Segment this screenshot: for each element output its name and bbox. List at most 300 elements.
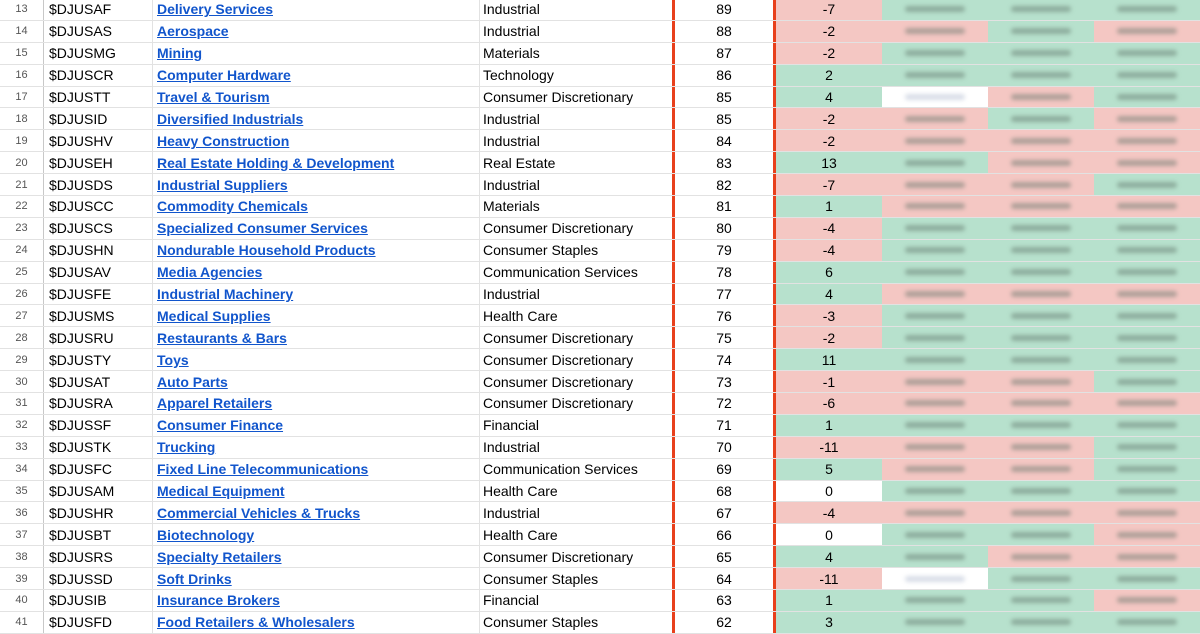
blurred-value <box>1117 444 1177 450</box>
ticker-cell[interactable]: $DJUSRS <box>44 546 153 567</box>
industry-name-cell[interactable] <box>153 0 480 20</box>
score-cell[interactable]: 83 <box>672 152 776 173</box>
blurred-trend-cell[interactable] <box>988 152 1094 173</box>
blurred-trend-cell[interactable] <box>988 305 1094 326</box>
blurred-trend-cell[interactable] <box>988 327 1094 348</box>
industry-link[interactable]: Specialized Consumer Services <box>157 220 368 237</box>
sector-cell[interactable]: Consumer Discretionary <box>483 395 634 412</box>
blurred-trend-cell[interactable] <box>1094 0 1200 20</box>
blurred-trend-cell[interactable] <box>988 481 1094 502</box>
industry-link[interactable]: Insurance Brokers <box>157 592 280 609</box>
score-cell[interactable]: 69 <box>672 459 776 480</box>
industry-link[interactable]: Mining <box>157 45 203 62</box>
change-cell[interactable]: 4 <box>776 546 882 567</box>
change-cell[interactable]: 0 <box>776 481 882 502</box>
industry-link[interactable]: Apparel Retailers <box>157 395 273 412</box>
industry-link[interactable]: Aerospace <box>157 23 229 40</box>
change-cell[interactable]: -4 <box>776 240 882 261</box>
industry-name-cell[interactable] <box>153 196 480 217</box>
blurred-trend-cell[interactable] <box>988 568 1094 589</box>
industry-name-cell[interactable] <box>153 130 480 151</box>
row-number[interactable]: 31 <box>0 393 44 414</box>
change-cell[interactable]: -4 <box>776 502 882 523</box>
score-cell[interactable]: 66 <box>672 524 776 545</box>
ticker-cell[interactable]: $DJUSCR <box>44 65 153 86</box>
blurred-trend-cell[interactable] <box>882 174 988 195</box>
blurred-trend-cell[interactable] <box>882 218 988 239</box>
industry-name-cell[interactable] <box>153 174 480 195</box>
ticker-cell[interactable]: $DJUSHN <box>44 240 153 261</box>
sector-cell[interactable]: Consumer Staples <box>483 614 599 631</box>
industry-link[interactable]: Media Agencies <box>157 264 263 281</box>
score-cell[interactable]: 75 <box>672 327 776 348</box>
industry-name-cell[interactable] <box>153 284 480 305</box>
blurred-trend-cell[interactable] <box>1094 437 1200 458</box>
blurred-trend-cell[interactable] <box>988 196 1094 217</box>
blurred-value <box>1011 225 1071 231</box>
blurred-trend-cell[interactable] <box>1094 546 1200 567</box>
blurred-trend-cell[interactable] <box>882 21 988 42</box>
blurred-trend-cell[interactable] <box>988 502 1094 523</box>
row-number[interactable]: 40 <box>0 590 44 611</box>
blurred-trend-cell[interactable] <box>988 393 1094 414</box>
sector-cell[interactable]: Materials <box>483 45 540 62</box>
blurred-trend-cell[interactable] <box>882 349 988 370</box>
row-number[interactable]: 16 <box>0 65 44 86</box>
score-cell[interactable]: 77 <box>672 284 776 305</box>
sector-cell[interactable]: Health Care <box>483 307 558 324</box>
blurred-trend-cell[interactable] <box>988 546 1094 567</box>
ticker-cell[interactable]: $DJUSFE <box>44 284 153 305</box>
industry-link[interactable]: Specialty Retailers <box>157 548 282 565</box>
blurred-trend-cell[interactable] <box>1094 524 1200 545</box>
blurred-trend-cell[interactable] <box>988 349 1094 370</box>
row-number[interactable]: 20 <box>0 152 44 173</box>
blurred-trend-cell[interactable] <box>988 218 1094 239</box>
score-cell[interactable]: 65 <box>672 546 776 567</box>
row-number[interactable]: 33 <box>0 437 44 458</box>
change-cell[interactable]: 1 <box>776 415 882 436</box>
score-cell[interactable]: 87 <box>672 43 776 64</box>
score-cell[interactable]: 84 <box>672 130 776 151</box>
blurred-trend-cell[interactable] <box>882 481 988 502</box>
industry-name-cell[interactable] <box>153 524 480 545</box>
sector-cell[interactable]: Industrial <box>483 176 540 193</box>
blurred-trend-cell[interactable] <box>1094 87 1200 108</box>
blurred-trend-cell[interactable] <box>882 152 988 173</box>
row-number[interactable]: 28 <box>0 327 44 348</box>
score-cell[interactable]: 76 <box>672 305 776 326</box>
blurred-trend-cell[interactable] <box>1094 371 1200 392</box>
ticker-cell[interactable]: $DJUSEH <box>44 152 153 173</box>
score-cell[interactable]: 86 <box>672 65 776 86</box>
sector-cell[interactable]: Health Care <box>483 526 558 543</box>
table-row <box>0 174 1200 196</box>
industry-name-cell[interactable] <box>153 502 480 523</box>
blurred-trend-cell[interactable] <box>988 262 1094 283</box>
blurred-trend-cell[interactable] <box>882 0 988 20</box>
blurred-trend-cell[interactable] <box>1094 108 1200 129</box>
ticker-cell[interactable]: $DJUSCS <box>44 218 153 239</box>
ticker-cell[interactable]: $DJUSDS <box>44 174 153 195</box>
blurred-trend-cell[interactable] <box>988 21 1094 42</box>
industry-name-cell[interactable] <box>153 43 480 64</box>
sector-cell[interactable]: Industrial <box>483 23 540 40</box>
blurred-trend-cell[interactable] <box>988 108 1094 129</box>
blurred-trend-cell[interactable] <box>988 459 1094 480</box>
row-number[interactable]: 26 <box>0 284 44 305</box>
row-number[interactable]: 41 <box>0 612 44 633</box>
blurred-trend-cell[interactable] <box>882 130 988 151</box>
blurred-trend-cell[interactable] <box>882 590 988 611</box>
sector-cell[interactable]: Industrial <box>483 132 540 149</box>
industry-name-cell[interactable] <box>153 437 480 458</box>
change-cell[interactable]: -2 <box>776 327 882 348</box>
blurred-trend-cell[interactable] <box>882 459 988 480</box>
blurred-trend-cell[interactable] <box>1094 43 1200 64</box>
score-cell[interactable]: 64 <box>672 568 776 589</box>
industry-link[interactable]: Consumer Finance <box>157 417 284 434</box>
industry-link[interactable]: Industrial Machinery <box>157 286 294 303</box>
score-cell[interactable]: 85 <box>672 108 776 129</box>
industry-link[interactable]: Auto Parts <box>157 373 228 390</box>
blurred-trend-cell[interactable] <box>882 305 988 326</box>
row-number[interactable]: 17 <box>0 87 44 108</box>
score-cell[interactable]: 67 <box>672 502 776 523</box>
industry-link[interactable]: Toys <box>157 351 189 368</box>
ticker-cell[interactable]: $DJUSAF <box>44 0 153 20</box>
change-cell[interactable]: 2 <box>776 65 882 86</box>
industry-link[interactable]: Medical Supplies <box>157 307 271 324</box>
blurred-trend-cell[interactable] <box>988 284 1094 305</box>
blurred-trend-cell[interactable] <box>882 65 988 86</box>
ticker-cell[interactable]: $DJUSSD <box>44 568 153 589</box>
industry-link[interactable]: Food Retailers & Wholesalers <box>157 614 355 631</box>
row-number[interactable]: 38 <box>0 546 44 567</box>
sector-cell[interactable]: Consumer Discretionary <box>483 373 634 390</box>
blurred-trend-cell[interactable] <box>882 524 988 545</box>
score-cell[interactable]: 62 <box>672 612 776 633</box>
industry-link[interactable]: Diversified Industrials <box>157 110 304 127</box>
ticker-cell[interactable]: $DJUSIB <box>44 590 153 611</box>
score-cell[interactable]: 79 <box>672 240 776 261</box>
blurred-trend-cell[interactable] <box>882 327 988 348</box>
industry-name-cell[interactable] <box>153 305 480 326</box>
blurred-value <box>1011 72 1071 78</box>
blurred-trend-cell[interactable] <box>882 437 988 458</box>
blurred-trend-cell[interactable] <box>882 284 988 305</box>
blurred-value <box>905 488 965 494</box>
industry-link[interactable]: Biotechnology <box>157 526 255 543</box>
ticker-cell[interactable]: $DJUSCC <box>44 196 153 217</box>
industry-name-cell[interactable] <box>153 65 480 86</box>
blurred-trend-cell[interactable] <box>882 262 988 283</box>
industry-link[interactable]: Commercial Vehicles & Trucks <box>157 504 361 521</box>
row-number[interactable]: 22 <box>0 196 44 217</box>
ticker-cell[interactable]: $DJUSSF <box>44 415 153 436</box>
sector-cell[interactable]: Technology <box>483 67 554 84</box>
sector-cell[interactable]: Consumer Discretionary <box>483 220 634 237</box>
blurred-trend-cell[interactable] <box>1094 327 1200 348</box>
industry-name-cell[interactable] <box>153 415 480 436</box>
blurred-trend-cell[interactable] <box>988 524 1094 545</box>
industry-name-cell[interactable] <box>153 218 480 239</box>
blurred-trend-cell[interactable] <box>1094 196 1200 217</box>
sector-cell[interactable]: Industrial <box>483 504 540 521</box>
blurred-trend-cell[interactable] <box>1094 130 1200 151</box>
industry-name-cell[interactable] <box>153 546 480 567</box>
industry-link[interactable]: Restaurants & Bars <box>157 329 287 346</box>
ticker-cell[interactable]: $DJUSFD <box>44 612 153 633</box>
sector-cell[interactable]: Industrial <box>483 110 540 127</box>
row-number[interactable]: 18 <box>0 108 44 129</box>
change-cell[interactable]: 4 <box>776 284 882 305</box>
table-row <box>0 305 1200 327</box>
industry-name-cell[interactable] <box>153 87 480 108</box>
row-number[interactable]: 25 <box>0 262 44 283</box>
row-number[interactable]: 34 <box>0 459 44 480</box>
industry-name-cell[interactable] <box>153 262 480 283</box>
blurred-trend-cell[interactable] <box>1094 568 1200 589</box>
blurred-trend-cell[interactable] <box>882 568 988 589</box>
ticker-cell[interactable]: $DJUSRU <box>44 327 153 348</box>
change-cell[interactable]: 0 <box>776 524 882 545</box>
sector-cell[interactable]: Financial <box>483 417 540 434</box>
row-number[interactable]: 37 <box>0 524 44 545</box>
score-cell[interactable]: 78 <box>672 262 776 283</box>
sector-cell[interactable]: Industrial <box>483 439 540 456</box>
sector-cell[interactable]: Consumer Staples <box>483 242 599 259</box>
change-cell[interactable]: -3 <box>776 305 882 326</box>
ticker-cell[interactable]: $DJUSAT <box>44 371 153 392</box>
sector-cell[interactable]: Consumer Discretionary <box>483 351 634 368</box>
ticker-cell[interactable]: $DJUSMS <box>44 305 153 326</box>
score-cell[interactable]: 81 <box>672 196 776 217</box>
score-cell[interactable]: 80 <box>672 218 776 239</box>
industry-link[interactable]: Computer Hardware <box>157 67 291 84</box>
blurred-value <box>905 357 965 363</box>
ticker-cell[interactable]: $DJUSMG <box>44 43 153 64</box>
change-cell[interactable]: -11 <box>776 568 882 589</box>
blurred-trend-cell[interactable] <box>988 65 1094 86</box>
blurred-trend-cell[interactable] <box>882 502 988 523</box>
row-number[interactable]: 21 <box>0 174 44 195</box>
score-cell[interactable]: 89 <box>672 0 776 20</box>
score-cell[interactable]: 72 <box>672 393 776 414</box>
blurred-value <box>1117 182 1177 188</box>
change-cell[interactable]: 1 <box>776 196 882 217</box>
blurred-trend-cell[interactable] <box>988 174 1094 195</box>
blurred-trend-cell[interactable] <box>882 415 988 436</box>
industry-link[interactable]: Trucking <box>157 439 216 456</box>
score-cell[interactable]: 70 <box>672 437 776 458</box>
blurred-trend-cell[interactable] <box>1094 152 1200 173</box>
change-cell[interactable]: -2 <box>776 130 882 151</box>
sector-cell[interactable]: Financial <box>483 592 540 609</box>
blurred-trend-cell[interactable] <box>1094 415 1200 436</box>
change-cell[interactable]: 6 <box>776 262 882 283</box>
blurred-trend-cell[interactable] <box>1094 393 1200 414</box>
row-number[interactable]: 30 <box>0 371 44 392</box>
industry-name-cell[interactable] <box>153 152 480 173</box>
row-number[interactable]: 24 <box>0 240 44 261</box>
blurred-trend-cell[interactable] <box>1094 65 1200 86</box>
score-cell[interactable]: 71 <box>672 415 776 436</box>
ticker-cell[interactable]: $DJUSBT <box>44 524 153 545</box>
industry-link[interactable]: Heavy Construction <box>157 132 290 149</box>
change-cell[interactable]: -6 <box>776 393 882 414</box>
change-cell[interactable]: 11 <box>776 349 882 370</box>
blurred-value <box>1011 532 1071 538</box>
sector-cell[interactable]: Industrial <box>483 286 540 303</box>
industry-name-cell[interactable] <box>153 349 480 370</box>
blurred-trend-cell[interactable] <box>882 393 988 414</box>
ticker-cell[interactable]: $DJUSRA <box>44 393 153 414</box>
blurred-trend-cell[interactable] <box>988 43 1094 64</box>
blurred-trend-cell[interactable] <box>882 240 988 261</box>
sector-cell[interactable]: Consumer Staples <box>483 570 599 587</box>
industry-link[interactable]: Real Estate Holding & Development <box>157 154 395 171</box>
blurred-trend-cell[interactable] <box>882 87 988 108</box>
blurred-trend-cell[interactable] <box>1094 305 1200 326</box>
score-cell[interactable]: 68 <box>672 481 776 502</box>
row-number[interactable]: 13 <box>0 0 44 20</box>
ticker-cell[interactable]: $DJUSTY <box>44 349 153 370</box>
change-cell[interactable]: -7 <box>776 174 882 195</box>
blurred-trend-cell[interactable] <box>1094 21 1200 42</box>
sector-cell[interactable]: Consumer Discretionary <box>483 329 634 346</box>
industry-name-cell[interactable] <box>153 371 480 392</box>
change-cell[interactable]: 1 <box>776 590 882 611</box>
industry-link[interactable]: Delivery Services <box>157 1 273 18</box>
blurred-trend-cell[interactable] <box>882 196 988 217</box>
row-number[interactable]: 27 <box>0 305 44 326</box>
row-number[interactable]: 19 <box>0 130 44 151</box>
change-cell[interactable]: -1 <box>776 371 882 392</box>
blurred-trend-cell[interactable] <box>1094 174 1200 195</box>
score-cell[interactable]: 74 <box>672 349 776 370</box>
score-cell[interactable]: 63 <box>672 590 776 611</box>
blurred-trend-cell[interactable] <box>882 371 988 392</box>
industry-link[interactable]: Fixed Line Telecommunications <box>157 461 369 478</box>
ticker-cell[interactable]: $DJUSAM <box>44 481 153 502</box>
row-number[interactable]: 14 <box>0 21 44 42</box>
blurred-trend-cell[interactable] <box>988 437 1094 458</box>
change-cell[interactable]: 5 <box>776 459 882 480</box>
industry-name-cell[interactable] <box>153 590 480 611</box>
change-cell[interactable]: -2 <box>776 43 882 64</box>
change-cell[interactable]: -4 <box>776 218 882 239</box>
blurred-trend-cell[interactable] <box>1094 349 1200 370</box>
change-cell[interactable]: 4 <box>776 87 882 108</box>
ticker-cell[interactable]: $DJUSHR <box>44 502 153 523</box>
change-cell[interactable]: -7 <box>776 0 882 20</box>
sector-cell[interactable]: Consumer Discretionary <box>483 89 634 105</box>
blurred-trend-cell[interactable] <box>988 371 1094 392</box>
ticker-cell[interactable]: $DJUSID <box>44 108 153 129</box>
blurred-trend-cell[interactable] <box>988 590 1094 611</box>
blurred-trend-cell[interactable] <box>882 108 988 129</box>
sector-cell[interactable]: Consumer Discretionary <box>483 548 634 565</box>
blurred-trend-cell[interactable] <box>1094 218 1200 239</box>
sector-cell[interactable]: Communication Services <box>483 264 638 281</box>
sector-cell[interactable]: Industrial <box>483 1 540 18</box>
score-cell[interactable]: 82 <box>672 174 776 195</box>
score-cell[interactable]: 88 <box>672 21 776 42</box>
ticker-cell[interactable]: $DJUSTT <box>44 87 153 108</box>
blurred-trend-cell[interactable] <box>988 0 1094 20</box>
industry-link[interactable]: Travel & Tourism <box>157 89 270 105</box>
industry-name-cell[interactable] <box>153 240 480 261</box>
row-number[interactable]: 39 <box>0 568 44 589</box>
row-number[interactable]: 36 <box>0 502 44 523</box>
industry-link[interactable]: Commodity Chemicals <box>157 198 308 215</box>
blurred-value <box>1117 619 1177 625</box>
blurred-trend-cell[interactable] <box>1094 262 1200 283</box>
sector-cell[interactable]: Health Care <box>483 483 558 500</box>
blurred-trend-cell[interactable] <box>988 240 1094 261</box>
industry-link[interactable]: Soft Drinks <box>157 570 232 587</box>
sector-cell[interactable]: Real Estate <box>483 154 556 171</box>
ticker-cell[interactable]: $DJUSHV <box>44 130 153 151</box>
industry-name-cell[interactable] <box>153 327 480 348</box>
blurred-trend-cell[interactable] <box>1094 240 1200 261</box>
table-row <box>0 546 1200 568</box>
sector-cell[interactable]: Communication Services <box>483 461 638 478</box>
blurred-trend-cell[interactable] <box>988 87 1094 108</box>
row-number[interactable]: 15 <box>0 43 44 64</box>
industry-name-cell[interactable] <box>153 568 480 589</box>
blurred-trend-cell[interactable] <box>988 130 1094 151</box>
row-number[interactable]: 32 <box>0 415 44 436</box>
industry-name-cell[interactable] <box>153 393 480 414</box>
change-cell[interactable]: -2 <box>776 108 882 129</box>
row-number[interactable]: 23 <box>0 218 44 239</box>
blurred-trend-cell[interactable] <box>1094 284 1200 305</box>
table-row <box>0 524 1200 546</box>
blurred-trend-cell[interactable] <box>988 415 1094 436</box>
blurred-trend-cell[interactable] <box>1094 459 1200 480</box>
ticker-cell[interactable]: $DJUSTK <box>44 437 153 458</box>
change-cell[interactable]: 13 <box>776 152 882 173</box>
ticker-cell[interactable]: $DJUSAS <box>44 21 153 42</box>
industry-name-cell[interactable] <box>153 459 480 480</box>
industry-name-cell[interactable] <box>153 21 480 42</box>
industry-link[interactable]: Industrial Suppliers <box>157 176 288 193</box>
ticker-cell[interactable]: $DJUSFC <box>44 459 153 480</box>
ticker-cell[interactable]: $DJUSAV <box>44 262 153 283</box>
blurred-value <box>1117 554 1177 560</box>
sector-cell[interactable]: Materials <box>483 198 540 215</box>
blurred-trend-cell[interactable] <box>882 546 988 567</box>
score-cell[interactable]: 85 <box>672 87 776 108</box>
blurred-trend-cell[interactable] <box>1094 590 1200 611</box>
table-row <box>0 437 1200 459</box>
change-cell[interactable]: -11 <box>776 437 882 458</box>
change-cell[interactable]: 3 <box>776 612 882 633</box>
row-number[interactable]: 29 <box>0 349 44 370</box>
industry-link[interactable]: Medical Equipment <box>157 483 285 500</box>
score-cell[interactable]: 73 <box>672 371 776 392</box>
blurred-trend-cell[interactable] <box>1094 481 1200 502</box>
industry-name-cell[interactable] <box>153 108 480 129</box>
blurred-trend-cell[interactable] <box>1094 502 1200 523</box>
blurred-trend-cell[interactable] <box>882 43 988 64</box>
industry-name-cell[interactable] <box>153 481 480 502</box>
change-cell[interactable]: -2 <box>776 21 882 42</box>
row-number[interactable]: 35 <box>0 481 44 502</box>
industry-link[interactable]: Nondurable Household Products <box>157 242 376 259</box>
